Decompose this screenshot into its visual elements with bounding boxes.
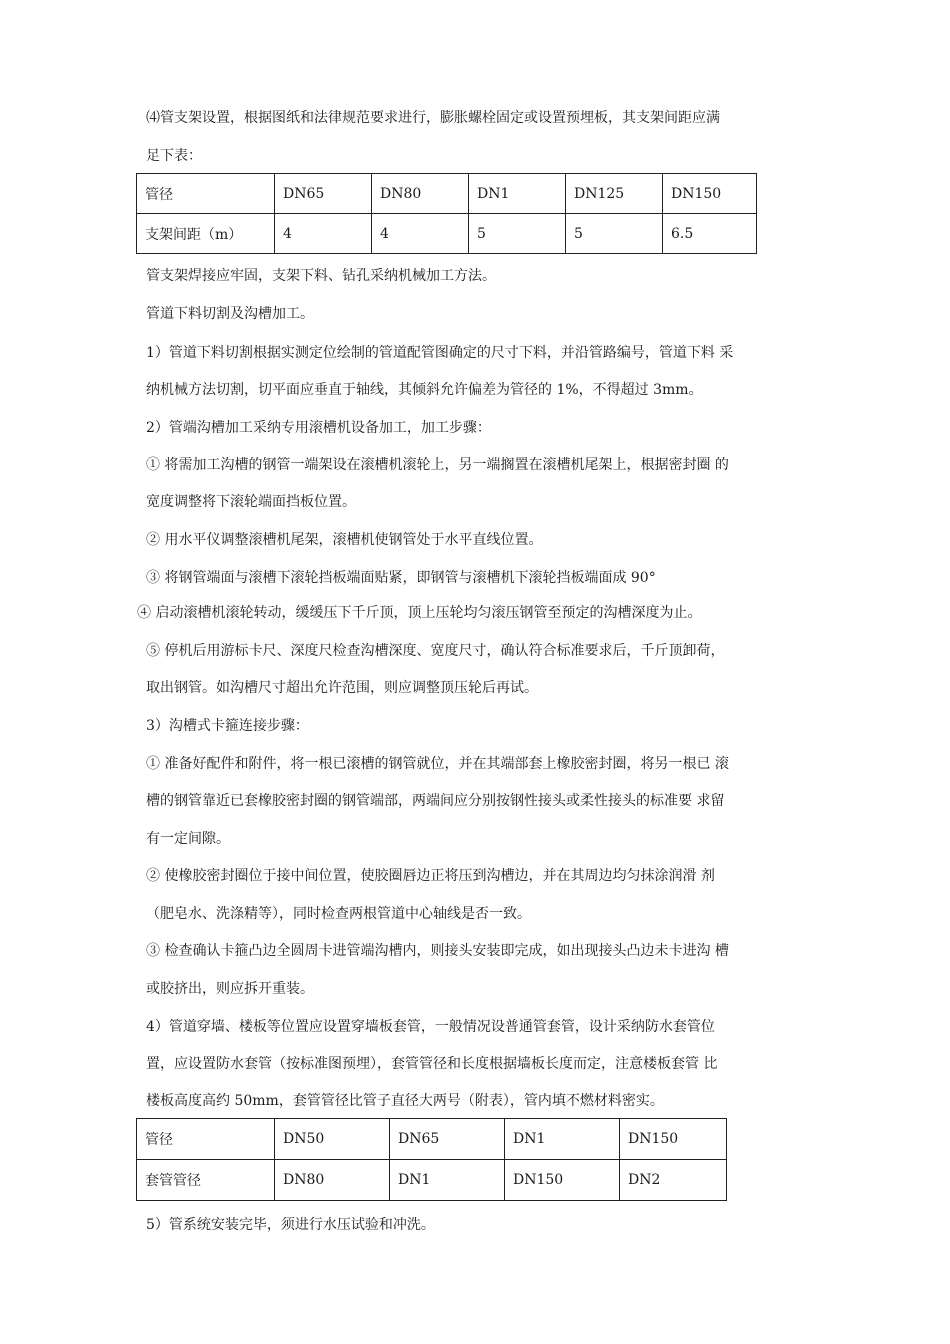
paragraph-line: ③ 将钢管端面与滚槽下滚轮挡板端面贴紧，即钢管与滚槽机下滚轮挡板端面成 90° xyxy=(146,570,656,586)
table-cell: 4 xyxy=(372,214,469,254)
paragraph-line: ② 使橡胶密封圈位于接中间位置，使胶圈唇边正将压到沟槽边，并在其周边均匀抹涂润滑 剂 xyxy=(146,868,715,884)
paragraph-line: 3）沟槽式卡箍连接步骤： xyxy=(146,718,309,734)
paragraph-line: 楼板高度高约 50mm，套管管径比管子直径大两号（附表），管内填不燃材料密实。 xyxy=(146,1093,664,1109)
paragraph-line: 有一定间隙。 xyxy=(146,831,230,847)
paragraph-line: 管道下料切割及沟槽加工。 xyxy=(146,306,314,322)
table-cell: DN50 xyxy=(275,1119,390,1160)
paragraph-line: 5）管系统安装完毕，须进行水压试验和冲洗。 xyxy=(146,1217,435,1233)
table-cell: DN2 xyxy=(620,1160,727,1201)
table-cell: 套管管径 xyxy=(137,1160,275,1201)
paragraph-line: 4）管道穿墙、楼板等位置应设置穿墙板套管，一般情况设普通管套管，设计采纳防水套管位 xyxy=(146,1019,715,1035)
table-row xyxy=(137,174,757,214)
paragraph-line: ① 准备好配件和附件，将一根已滚槽的钢管就位，并在其端部套上橡胶密封圈，将另一根已 滚 xyxy=(146,756,729,772)
table-cell: DN1 xyxy=(390,1160,505,1201)
paragraph-line: 或胶挤出，则应拆开重装。 xyxy=(146,981,314,997)
table-row xyxy=(137,214,757,254)
table-row xyxy=(137,1160,727,1201)
table-cell: 4 xyxy=(275,214,372,254)
table-row xyxy=(137,1119,727,1160)
table-cell: DN80 xyxy=(372,174,469,214)
paragraph-line: 置，应设置防水套管（按标准图预埋），套管管径和长度根据墙板长度而定，注意楼板套管 比 xyxy=(146,1056,718,1072)
table-cell: DN150 xyxy=(505,1160,620,1201)
paragraph-line: ⑷管支架设置，根据图纸和法律规范要求进行，膨胀螺栓固定或设置预埋板，其支架间距应满 xyxy=(146,110,720,126)
paragraph-line: 2）管端沟槽加工采纳专用滚槽机设备加工，加工步骤： xyxy=(146,420,491,436)
table-cell: DN65 xyxy=(390,1119,505,1160)
sleeve-size-table xyxy=(136,1118,727,1201)
table-cell: 6.5 xyxy=(663,214,757,254)
paragraph-line: 管支架焊接应牢固，支架下料、钻孔采纳机械加工方法。 xyxy=(146,268,496,284)
table-cell: DN80 xyxy=(275,1160,390,1201)
table-cell: 5 xyxy=(469,214,566,254)
paragraph-line: ⑤ 停机后用游标卡尺、深度尺检查沟槽深度、宽度尺寸，确认符合标准要求后，千斤顶卸荷， xyxy=(146,643,725,659)
table-cell: 管径 xyxy=(137,1119,275,1160)
paragraph-line: 纳机械方法切割，切平面应垂直于轴线，其倾斜允许偏差为管径的 1%，不得超过 3mm。 xyxy=(146,382,703,398)
paragraph-line: 宽度调整将下滚轮端面挡板位置。 xyxy=(146,494,356,510)
paragraph-line: ④ 启动滚槽机滚轮转动，缓缓压下千斤顶，顶上压轮均匀滚压钢管至预定的沟槽深度为止。 xyxy=(137,605,702,621)
table-cell: DN125 xyxy=(566,174,663,214)
table-cell: DN150 xyxy=(620,1119,727,1160)
paragraph-line: （肥皂水、洗涤精等），同时检查两根管道中心轴线是否一致。 xyxy=(146,906,531,922)
paragraph-line: 槽的钢管靠近已套橡胶密封圈的钢管端部，两端间应分别按钢性接头或柔性接头的标准要 求留 xyxy=(146,793,725,809)
paragraph-line: 1）管道下料切割根据实测定位绘制的管道配管图确定的尺寸下料，并沿管路编号，管道下料 采 xyxy=(146,345,734,361)
table-cell: 管径 xyxy=(137,174,275,214)
paragraph-line: ③ 检查确认卡箍凸边全圆周卡进管端沟槽内，则接头安装即完成，如出现接头凸边未卡进沟 槽 xyxy=(146,943,729,959)
table-cell: 5 xyxy=(566,214,663,254)
paragraph-line: 足下表： xyxy=(146,148,202,164)
table-cell: DN1 xyxy=(469,174,566,214)
paragraph-line: ① 将需加工沟槽的钢管一端架设在滚槽机滚轮上，另一端搁置在滚槽机尾架上，根据密封圈 的 xyxy=(146,457,729,473)
table-cell: DN65 xyxy=(275,174,372,214)
table-cell: 支架间距（m） xyxy=(137,214,275,254)
support-spacing-table xyxy=(136,173,757,254)
table-cell: DN1 xyxy=(505,1119,620,1160)
table-cell: DN150 xyxy=(663,174,757,214)
paragraph-line: 取出钢管。如沟槽尺寸超出允许范围，则应调整顶压轮后再试。 xyxy=(146,680,538,696)
paragraph-line: ② 用水平仪调整滚槽机尾架，滚槽机使钢管处于水平直线位置。 xyxy=(146,532,543,548)
